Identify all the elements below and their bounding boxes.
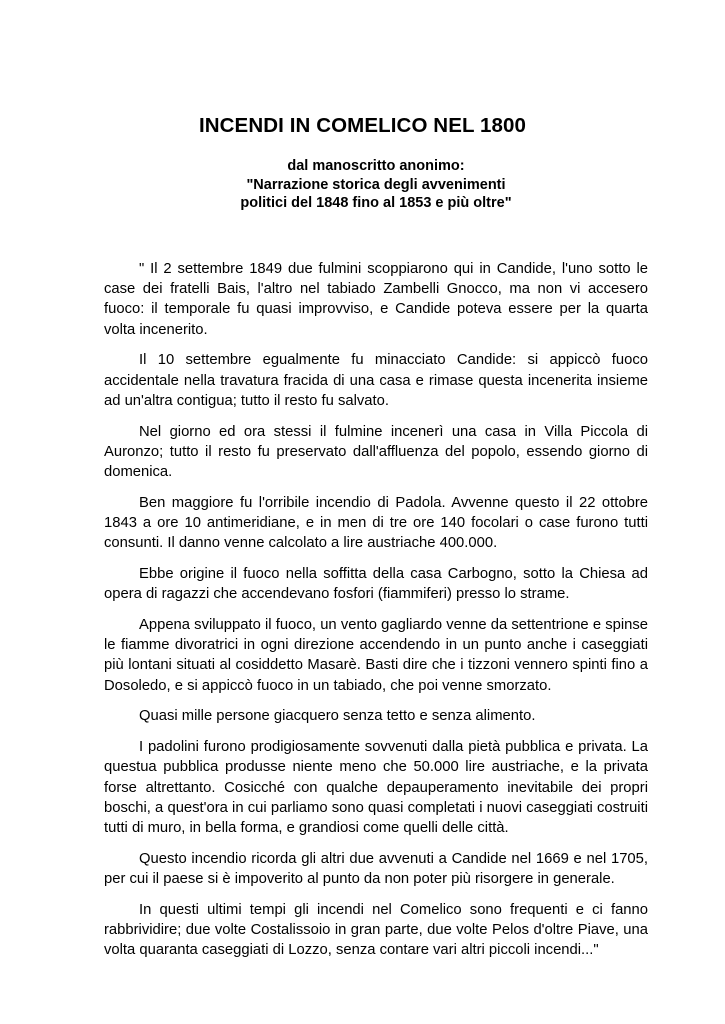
subtitle-line: politici del 1848 fino al 1853 e più oltre": [240, 195, 512, 211]
subtitle-line: "Narrazione storica degli avvenimenti: [246, 176, 506, 193]
paragraph: Appena sviluppato il fuoco, un vento gagliardo venne da settentrione e spinse le fiamme divoratrici in ogni direzione accendendo in un punto anche i caseggiati più lontani situati al cosiddetto Masarè. Basti dire che i tizzoni vennero spinti fino a Dosoledo, e si appiccò fuoco in un tabiado, che poi venne smorzato.: [104, 617, 648, 694]
paragraph: In questi ultimi tempi gli incendi nel Comelico sono frequenti e ci fanno rabbrividire; due volte Costalissoio in gran parte, due volte Pelos d'oltre Piave, una volta quaranta caseggiati di Lozzo, senza contare vari altri piccoli incendi...": [104, 901, 648, 959]
document-title: INCENDI IN COMELICO NEL 1800: [198, 114, 527, 137]
subtitle-line: dal manoscritto anonimo:: [287, 158, 465, 174]
paragraph: Questo incendio ricorda gli altri due avvenuti a Candide nel 1669 e nel 1705, per cui il paese si è impoverito al punto da non poter più risorgere in generale.: [104, 850, 648, 888]
paragraph: Il 10 settembre egualmente fu minacciato Candide: si appiccò fuoco accidentale nella travatura fracida di una casa e rimase questa incenerita insieme ad un'altra contigua; tutto il resto fu salvato.: [104, 352, 648, 409]
document-subtitle: [0, 157, 725, 213]
paragraph: Quasi mille persone giacquero senza tetto e senza alimento.: [139, 708, 536, 725]
paragraph: " Il 2 settembre 1849 due fulmini scoppiarono qui in Candide, l'uno sotto le case dei fratelli Bais, l'altro nel tabiado Zambelli Gnocco, ma non vi accesero fuoco: il temporale fu quasi improvviso, e Candide poteva essere per la quarta volta incenerito.: [104, 261, 648, 338]
paragraph: Ben maggiore fu l'orribile incendio di Padola. Avvenne questo il 22 ottobre 1843 a ore 10 antimeridiane, e in men di tre ore 140 focolari o case furono tutti consunti. Il danno venne calcolato a lire austriache 400.000.: [104, 494, 648, 552]
paragraph: Ebbe origine il fuoco nella soffitta della casa Carbogno, sotto la Chiesa ad opera di ragazzi che accendevano fosfori (fiammiferi) presso lo strame.: [104, 566, 648, 603]
paragraph: I padolini furono prodigiosamente sovvenuti dalla pietà pubblica e privata. La questua pubblica produsse niente meno che 50.000 lire austriache, e la privata forse altrettanto. Cosicché con qualche depauperamento inevitabile dei propri boschi, a quest'ora in cui parliamo sono quasi completati i nuovi caseggiati costruiti tutti di muro, in bella forma, e grandiosi come quelli delle città.: [104, 739, 648, 837]
paragraph: Nel giorno ed ora stessi il fulmine incenerì una casa in Villa Piccola di Auronzo; tutto il resto fu preservato dall'affluenza del popolo, essendo giorno di domenica.: [104, 423, 648, 481]
document-body: [104, 259, 648, 971]
